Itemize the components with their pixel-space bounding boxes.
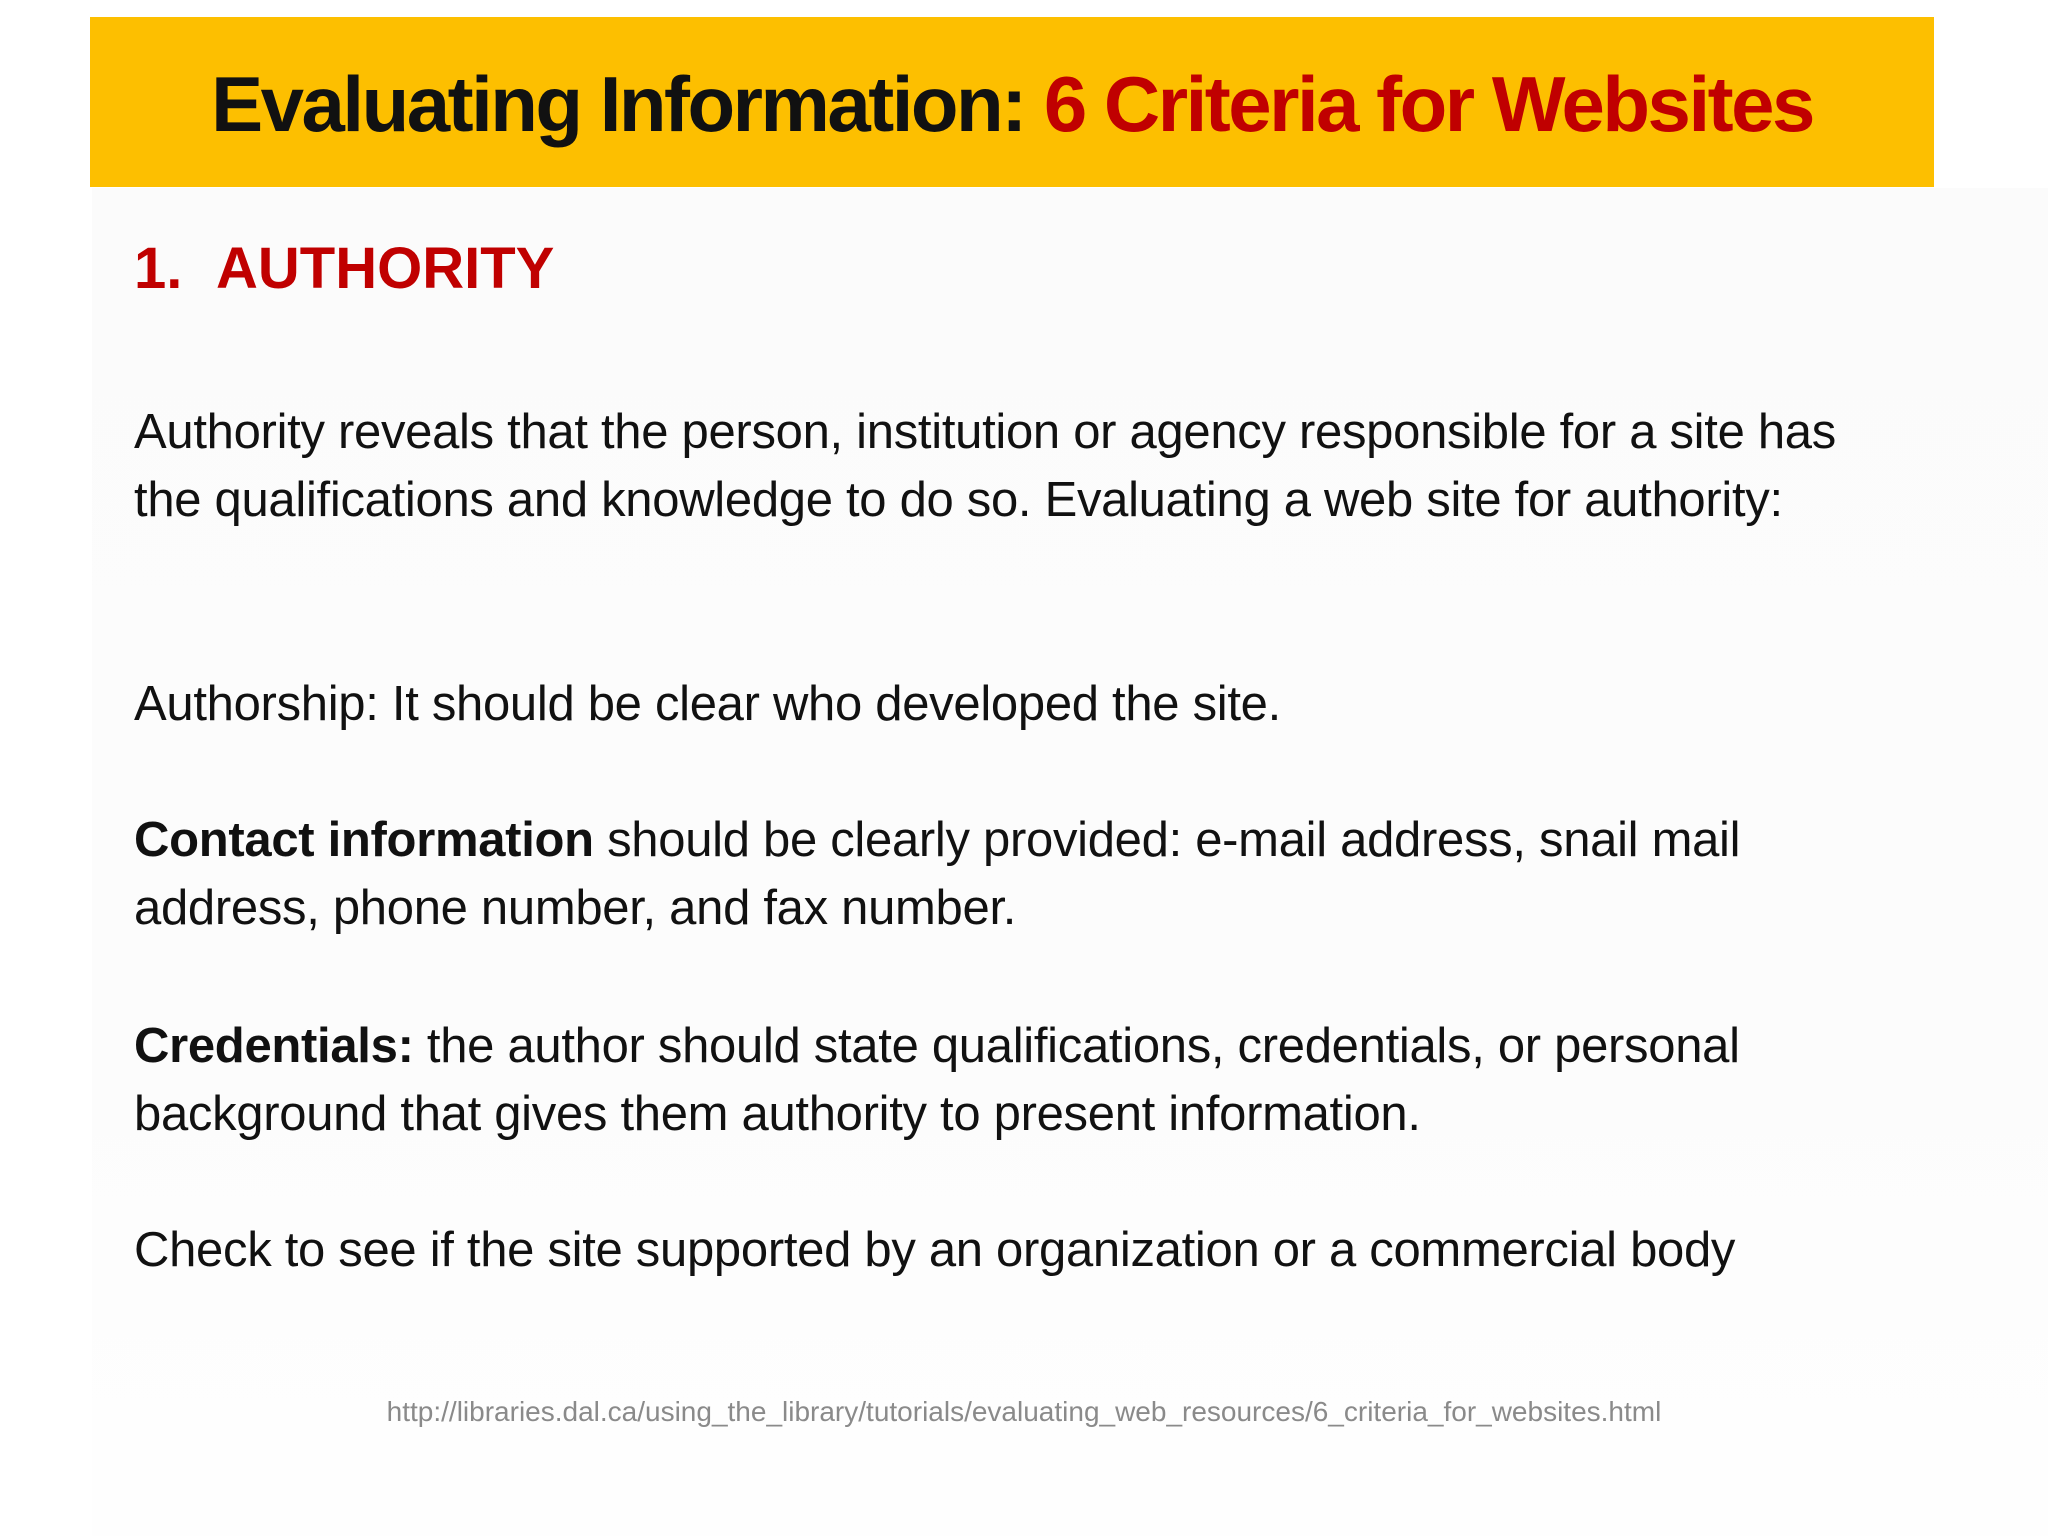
slide-title xyxy=(211,60,1813,148)
credentials-label: Credentials: xyxy=(134,1019,414,1073)
contact-paragraph xyxy=(134,806,1914,942)
credentials-paragraph xyxy=(134,1012,1914,1148)
contact-label: Contact information xyxy=(134,813,594,867)
title-bar xyxy=(90,17,1934,187)
source-url: http://libraries.dal.ca/using_the_library/tutorials/evaluating_web_resources/6_criteria_for_websites.html xyxy=(386,1396,1662,1427)
section-number: 1. xyxy=(134,236,183,301)
authorship-paragraph: Authorship: It should be clear who developed the site. xyxy=(134,677,1281,731)
check-paragraph: Check to see if the site supported by an organization or a commercial body xyxy=(134,1223,1736,1277)
section-title: AUTHORITY xyxy=(216,236,555,301)
intro-paragraph: Authority reveals that the person, institution or agency responsible for a site has the qualifications and knowledge to do so. Evaluating a web site for authority: xyxy=(134,405,1836,527)
credentials-text: the author should state qualifications, credentials, or personal background that gives them authority to present information. xyxy=(134,1019,1740,1141)
title-accent: 6 Criteria for Websites xyxy=(1043,60,1813,148)
contact-text: should be clearly provided: e-mail address, snail mail address, phone number, and fax number. xyxy=(134,813,1741,935)
title-prefix: Evaluating Information: xyxy=(211,60,1025,148)
section-heading xyxy=(134,236,555,301)
